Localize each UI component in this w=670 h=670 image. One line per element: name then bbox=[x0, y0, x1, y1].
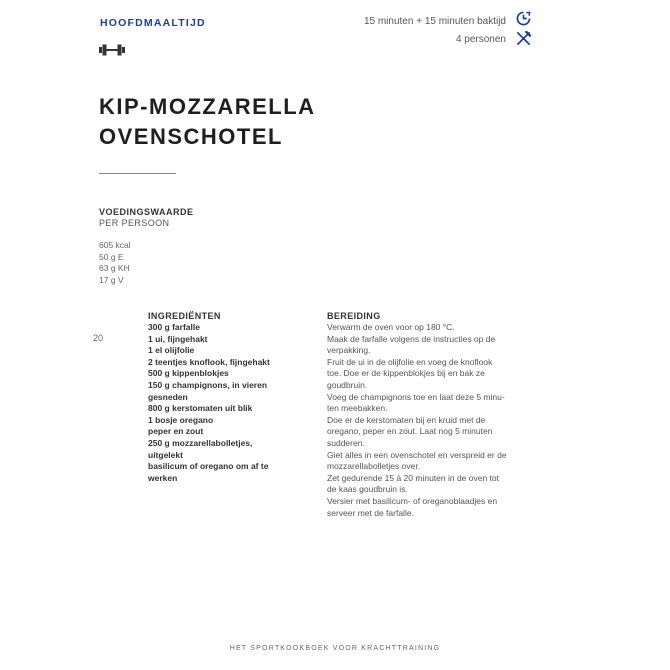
preparation-line: goudbruin. bbox=[327, 379, 368, 390]
preparation-line: de kaas goudbruin is. bbox=[327, 484, 408, 495]
nutrition-item: 63 g KH bbox=[99, 263, 130, 274]
ingredients-heading: INGREDIËNTEN bbox=[148, 311, 221, 321]
title-divider bbox=[99, 173, 176, 174]
preparation-line: mozzarellabolletjes over. bbox=[327, 461, 421, 472]
nutrition-list bbox=[99, 240, 131, 286]
preparation-line: toe. Doe er de kippenblokjes bij en bak ze bbox=[327, 368, 485, 379]
ingredient-line: 1 el olijfolie bbox=[148, 345, 195, 356]
ingredient-line: 800 g kerstomaten uit blik bbox=[148, 403, 253, 414]
nutrition-item: 605 kcal bbox=[99, 240, 131, 250]
nutrition-heading: VOEDINGSWAARDE bbox=[99, 207, 194, 217]
ingredient-line: uitgelekt bbox=[148, 449, 183, 460]
preparation-line: oregano, peper en zout. Laat nog 5 minuten bbox=[327, 426, 493, 437]
preparation-list bbox=[327, 322, 542, 519]
ingredient-line: gesneden bbox=[148, 391, 188, 402]
preparation-line: Verwarm de oven voor op 180 °C. bbox=[327, 322, 455, 332]
preparation-line: Fruit de ui in de olijfolie en voeg de knoflook bbox=[327, 356, 493, 367]
preparation-line: Giet alles in een ovenschotel en verspreid er de bbox=[327, 449, 507, 460]
nutrition-item: 50 g E bbox=[99, 251, 124, 262]
page-number: 20 bbox=[93, 333, 104, 343]
nutrition-subheading: PER PERSOON bbox=[99, 218, 170, 228]
preparation-line: Versier met basilicum- of oreganoblaadjes en bbox=[327, 495, 498, 506]
ingredient-line: 300 g farfalle bbox=[148, 322, 200, 332]
ingredients-list bbox=[148, 322, 298, 484]
book-footer: HET SPORTKOOKBOEK VOOR KRACHTTRAINING bbox=[229, 645, 441, 652]
ingredient-line: basilicum of oregano om af te bbox=[148, 461, 269, 472]
preparation-line: Doe er de kerstomaten bij en kruid met de bbox=[327, 414, 486, 425]
utensils-icon bbox=[516, 31, 531, 46]
category-label: HOOFDMAALTIJD bbox=[100, 17, 206, 29]
ingredient-line: peper en zout bbox=[148, 426, 204, 437]
preparation-line: serveer met de farfalle. bbox=[327, 507, 414, 518]
preparation-line: Maak de farfalle volgens de instructies op de bbox=[327, 333, 496, 344]
preparation-line: verpakking. bbox=[327, 345, 371, 356]
clock-icon bbox=[516, 11, 531, 26]
preparation-line: sudderen. bbox=[327, 437, 365, 448]
ingredient-line: 2 teentjes knoflook, fijngehakt bbox=[148, 356, 270, 367]
recipe-title-line-2: OVENSCHOTEL bbox=[99, 124, 283, 149]
ingredient-line: 1 ui, fijngehakt bbox=[148, 333, 208, 344]
preparation-line: Zet gedurende 15 à 20 minuten in de oven tot bbox=[327, 472, 500, 483]
recipe-title bbox=[99, 92, 316, 152]
ingredient-line: 150 g champignons, in vieren bbox=[148, 379, 268, 390]
servings: 4 personen bbox=[455, 34, 506, 45]
dumbbell-icon bbox=[99, 44, 125, 56]
recipe-title-line-1: KIP-MOZZARELLA bbox=[99, 94, 316, 119]
preparation-line: Voeg de champignons toe en laat deze 5 minu- bbox=[327, 391, 505, 402]
preparation-line: ten meebakken. bbox=[327, 403, 388, 414]
ingredient-line: 500 g kippenblokjes bbox=[148, 368, 229, 379]
ingredient-line: 1 bosje oregano bbox=[148, 414, 214, 425]
prep-time: 15 minuten + 15 minuten baktijd bbox=[363, 16, 506, 27]
nutrition-item: 17 g V bbox=[99, 274, 124, 285]
ingredient-line: werken bbox=[148, 472, 178, 483]
ingredient-line: 250 g mozzarellabolletjes, bbox=[148, 437, 253, 448]
preparation-heading: BEREIDING bbox=[327, 311, 381, 321]
